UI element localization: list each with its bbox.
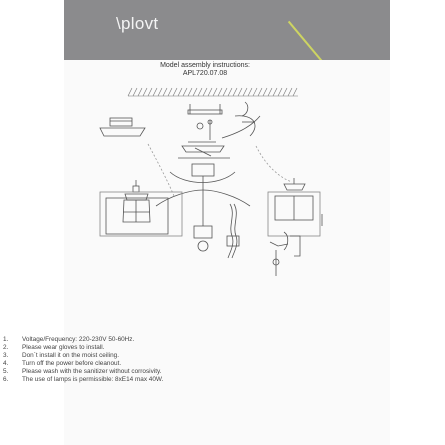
screw-icon xyxy=(197,120,212,140)
model-label: Model assembly instructions: xyxy=(160,62,250,69)
socket-icon xyxy=(268,178,322,236)
banner-decoration xyxy=(288,0,390,60)
instruction-item: 1. Voltage/Frequency: 220-230V 50-60Hz. xyxy=(3,336,135,343)
hook-icon xyxy=(222,102,260,138)
brand-banner xyxy=(64,0,390,60)
ceiling-hatch xyxy=(128,88,298,96)
assembly-diagram xyxy=(70,86,370,282)
canopy-icon xyxy=(178,142,230,158)
ceiling-plate-icon xyxy=(100,104,222,136)
model-code: APL720.07.08 xyxy=(182,70,228,77)
wire-icon xyxy=(227,204,239,258)
model-info xyxy=(90,62,320,78)
instruction-item: 5. Please wash with the sanitizer without corrosivity. xyxy=(3,367,162,375)
instruction-item: 3. Don`t install it on the moist ceiling. xyxy=(3,351,119,359)
instruction-list xyxy=(3,336,383,383)
brand-logo: \plovt xyxy=(116,14,159,33)
instruction-item: 2. Please wear gloves to install. xyxy=(3,343,105,351)
instruction-item: 4. Turn off the power before cleanout. xyxy=(3,359,122,367)
lampshade-icon xyxy=(123,180,150,222)
instruction-item: 6. The use of lamps is permissible: 8xE14 max 40W. xyxy=(3,375,164,383)
bulb-icon xyxy=(270,232,300,276)
fixture-body-icon xyxy=(156,164,250,251)
lamp-frame-left xyxy=(106,198,168,234)
